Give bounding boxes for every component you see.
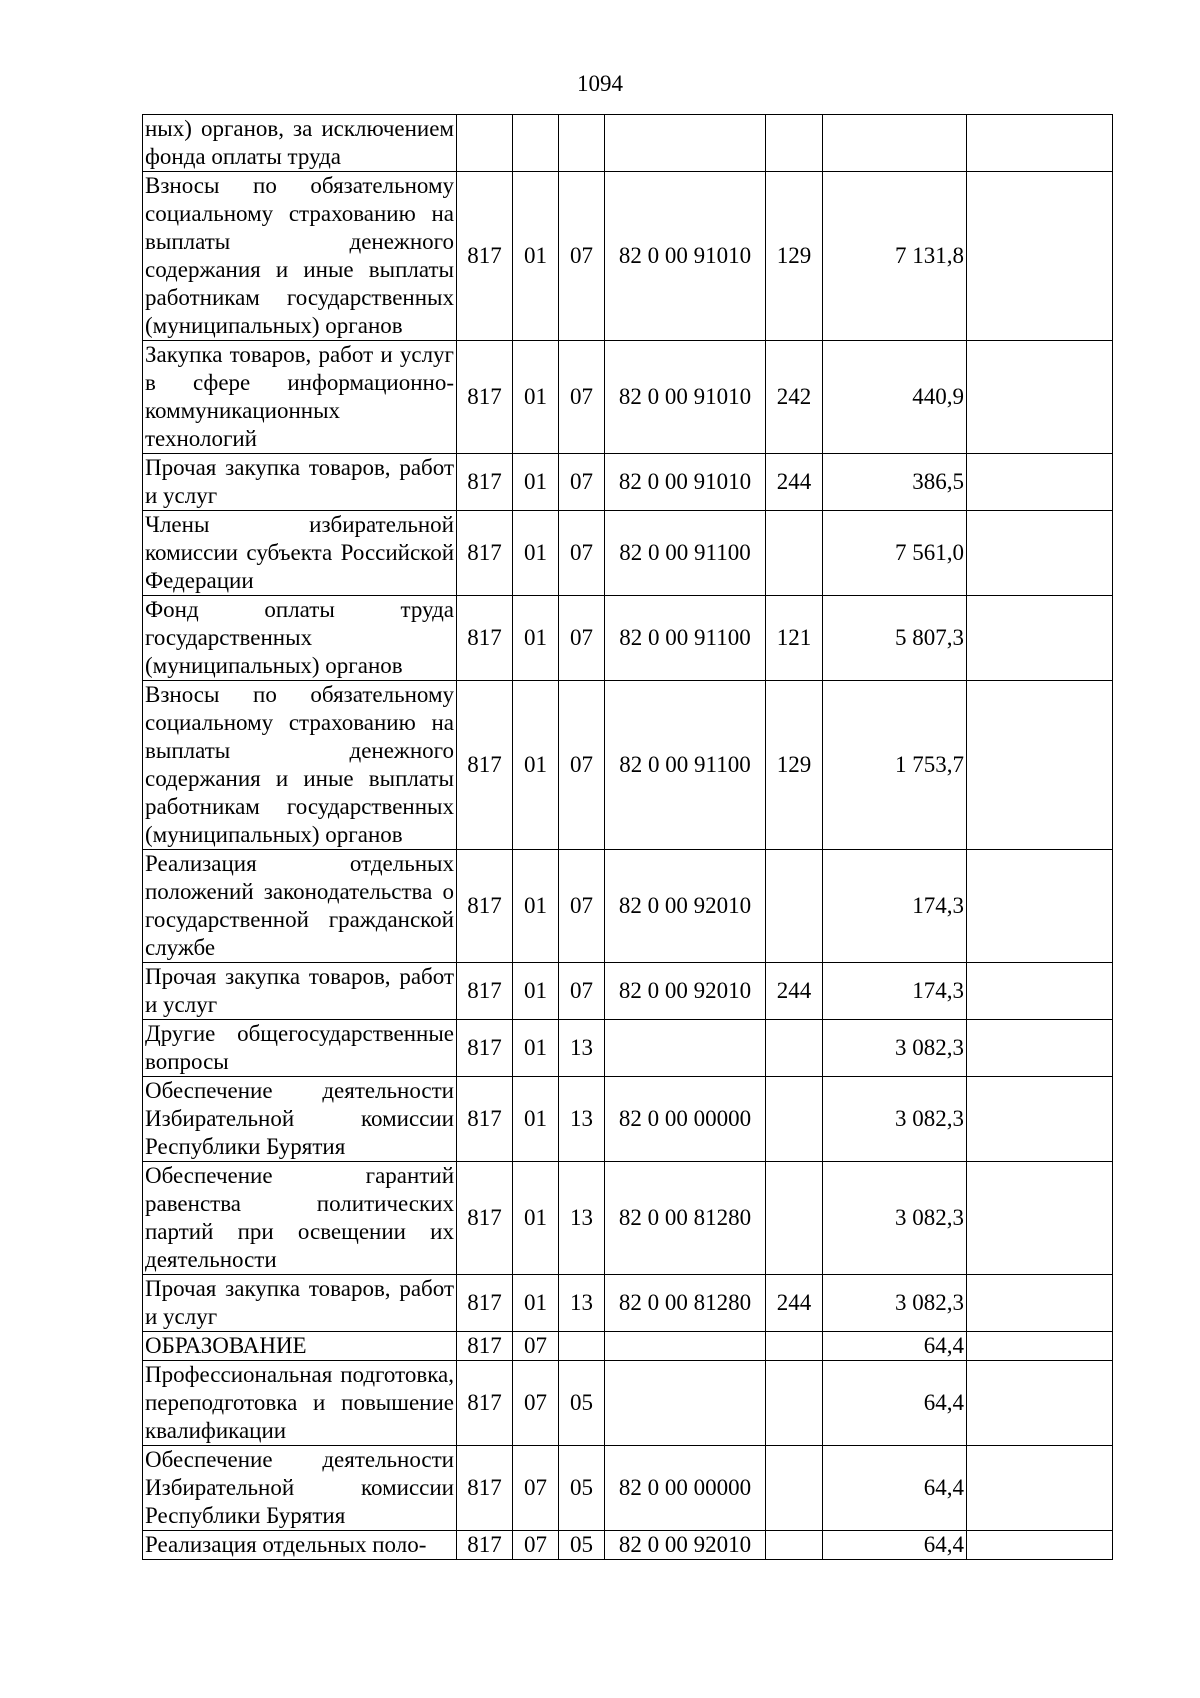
- section-code-cell: 01: [513, 172, 559, 341]
- table-row: [143, 1361, 1113, 1446]
- empty-cell: [967, 172, 1113, 341]
- table-row: [143, 596, 1113, 681]
- ved-code-cell: 817: [457, 1361, 513, 1446]
- table-row: [143, 454, 1113, 511]
- target-article-cell: 82 0 00 91010: [605, 341, 766, 454]
- expense-type-cell: 129: [766, 172, 823, 341]
- empty-cell: [967, 596, 1113, 681]
- empty-cell: [967, 963, 1113, 1020]
- amount-cell: [823, 115, 967, 172]
- section-code-cell: 07: [513, 1361, 559, 1446]
- ved-code-cell: 817: [457, 172, 513, 341]
- ved-code-cell: 817: [457, 1162, 513, 1275]
- expense-type-cell: [766, 1020, 823, 1077]
- table-row: [143, 115, 1113, 172]
- expense-type-cell: 244: [766, 963, 823, 1020]
- ved-code-cell: 817: [457, 1446, 513, 1531]
- target-article-cell: 82 0 00 92010: [605, 1531, 766, 1560]
- row-name-cell: Обеспечение деятельности Избирательной комиссии Республики Бурятия: [143, 1446, 457, 1531]
- row-name-cell: ОБРАЗОВАНИЕ: [143, 1332, 457, 1361]
- section-code-cell: 01: [513, 681, 559, 850]
- ved-code-cell: 817: [457, 1531, 513, 1560]
- table-row: [143, 963, 1113, 1020]
- section-code-cell: 01: [513, 963, 559, 1020]
- target-article-cell: 82 0 00 00000: [605, 1446, 766, 1531]
- ved-code-cell: 817: [457, 1275, 513, 1332]
- target-article-cell: 82 0 00 91100: [605, 681, 766, 850]
- empty-cell: [967, 341, 1113, 454]
- target-article-cell: 82 0 00 91010: [605, 172, 766, 341]
- empty-cell: [967, 1446, 1113, 1531]
- amount-cell: 3 082,3: [823, 1020, 967, 1077]
- row-name-cell: Взносы по обязательному социальному страхованию на выплаты денежного содержания и иные выплаты работникам государственных (муниципальных) органов: [143, 172, 457, 341]
- table-row: [143, 341, 1113, 454]
- expense-type-cell: [766, 1077, 823, 1162]
- empty-cell: [967, 681, 1113, 850]
- expense-type-cell: 244: [766, 454, 823, 511]
- row-name-cell: Реализация отдельных поло-: [143, 1531, 457, 1560]
- amount-cell: 1 753,7: [823, 681, 967, 850]
- row-name-cell: Прочая закупка товаров, работ и услуг: [143, 963, 457, 1020]
- ved-code-cell: 817: [457, 454, 513, 511]
- section-code-cell: 01: [513, 1275, 559, 1332]
- table-row: [143, 1275, 1113, 1332]
- ved-code-cell: [457, 115, 513, 172]
- subsection-code-cell: 07: [559, 596, 605, 681]
- expense-type-cell: [766, 1446, 823, 1531]
- target-article-cell: [605, 1332, 766, 1361]
- section-code-cell: 07: [513, 1531, 559, 1560]
- section-code-cell: 01: [513, 850, 559, 963]
- subsection-code-cell: 07: [559, 341, 605, 454]
- section-code-cell: 07: [513, 1332, 559, 1361]
- section-code-cell: [513, 115, 559, 172]
- amount-cell: 64,4: [823, 1531, 967, 1560]
- expense-type-cell: [766, 115, 823, 172]
- target-article-cell: 82 0 00 92010: [605, 963, 766, 1020]
- table-row: [143, 511, 1113, 596]
- amount-cell: 5 807,3: [823, 596, 967, 681]
- expense-type-cell: [766, 511, 823, 596]
- ved-code-cell: 817: [457, 596, 513, 681]
- empty-cell: [967, 1077, 1113, 1162]
- table-row: [143, 1077, 1113, 1162]
- section-code-cell: 01: [513, 1162, 559, 1275]
- table-row: [143, 1446, 1113, 1531]
- target-article-cell: [605, 1361, 766, 1446]
- expense-type-cell: [766, 1162, 823, 1275]
- section-code-cell: 01: [513, 511, 559, 596]
- ved-code-cell: 817: [457, 963, 513, 1020]
- amount-cell: 174,3: [823, 963, 967, 1020]
- amount-cell: 3 082,3: [823, 1077, 967, 1162]
- row-name-cell: Обеспечение гарантий равенства политических партий при освещении их деятельности: [143, 1162, 457, 1275]
- subsection-code-cell: 07: [559, 172, 605, 341]
- empty-cell: [967, 454, 1113, 511]
- expense-type-cell: [766, 1531, 823, 1560]
- table-row: [143, 681, 1113, 850]
- table-row: [143, 172, 1113, 341]
- row-name-cell: Другие общегосударственные вопросы: [143, 1020, 457, 1077]
- expense-type-cell: [766, 1361, 823, 1446]
- subsection-code-cell: [559, 1332, 605, 1361]
- target-article-cell: 82 0 00 91100: [605, 511, 766, 596]
- subsection-code-cell: 05: [559, 1361, 605, 1446]
- target-article-cell: 82 0 00 81280: [605, 1275, 766, 1332]
- amount-cell: 3 082,3: [823, 1162, 967, 1275]
- expense-type-cell: 242: [766, 341, 823, 454]
- subsection-code-cell: 05: [559, 1531, 605, 1560]
- section-code-cell: 07: [513, 1446, 559, 1531]
- target-article-cell: 82 0 00 92010: [605, 850, 766, 963]
- row-name-cell: Члены избирательной комиссии субъекта Российской Федерации: [143, 511, 457, 596]
- budget-table: [142, 114, 1113, 1560]
- subsection-code-cell: 07: [559, 511, 605, 596]
- expense-type-cell: 244: [766, 1275, 823, 1332]
- target-article-cell: 82 0 00 00000: [605, 1077, 766, 1162]
- row-name-cell: Закупка товаров, работ и услуг в сфере информационно-коммуникационных технологий: [143, 341, 457, 454]
- ved-code-cell: 817: [457, 1332, 513, 1361]
- table-body: [143, 115, 1113, 1560]
- ved-code-cell: 817: [457, 1020, 513, 1077]
- subsection-code-cell: 13: [559, 1275, 605, 1332]
- table-row: [143, 1531, 1113, 1560]
- expense-type-cell: [766, 1332, 823, 1361]
- section-code-cell: 01: [513, 596, 559, 681]
- ved-code-cell: 817: [457, 1077, 513, 1162]
- empty-cell: [967, 850, 1113, 963]
- subsection-code-cell: 07: [559, 850, 605, 963]
- empty-cell: [967, 1361, 1113, 1446]
- ved-code-cell: 817: [457, 511, 513, 596]
- subsection-code-cell: 07: [559, 454, 605, 511]
- row-name-cell: Профессиональная подготовка, переподготовка и повышение квалификации: [143, 1361, 457, 1446]
- amount-cell: 3 082,3: [823, 1275, 967, 1332]
- empty-cell: [967, 1332, 1113, 1361]
- target-article-cell: [605, 1020, 766, 1077]
- empty-cell: [967, 1162, 1113, 1275]
- row-name-cell: ных) органов, за исключением фонда оплаты труда: [143, 115, 457, 172]
- section-code-cell: 01: [513, 454, 559, 511]
- amount-cell: 64,4: [823, 1332, 967, 1361]
- subsection-code-cell: 13: [559, 1077, 605, 1162]
- amount-cell: 64,4: [823, 1361, 967, 1446]
- target-article-cell: 82 0 00 81280: [605, 1162, 766, 1275]
- table-row: [143, 1162, 1113, 1275]
- row-name-cell: Реализация отдельных положений законодательства о государственной гражданской службе: [143, 850, 457, 963]
- subsection-code-cell: 07: [559, 681, 605, 850]
- amount-cell: 174,3: [823, 850, 967, 963]
- amount-cell: 386,5: [823, 454, 967, 511]
- empty-cell: [967, 115, 1113, 172]
- row-name-cell: Прочая закупка товаров, работ и услуг: [143, 1275, 457, 1332]
- ved-code-cell: 817: [457, 850, 513, 963]
- amount-cell: 7 561,0: [823, 511, 967, 596]
- row-name-cell: Фонд оплаты труда государственных (муниципальных) органов: [143, 596, 457, 681]
- section-code-cell: 01: [513, 1020, 559, 1077]
- table-row: [143, 1332, 1113, 1361]
- expense-type-cell: 129: [766, 681, 823, 850]
- empty-cell: [967, 1531, 1113, 1560]
- subsection-code-cell: 05: [559, 1446, 605, 1531]
- amount-cell: 440,9: [823, 341, 967, 454]
- empty-cell: [967, 511, 1113, 596]
- table-row: [143, 1020, 1113, 1077]
- subsection-code-cell: 13: [559, 1162, 605, 1275]
- section-code-cell: 01: [513, 341, 559, 454]
- ved-code-cell: 817: [457, 681, 513, 850]
- expense-type-cell: [766, 850, 823, 963]
- ved-code-cell: 817: [457, 341, 513, 454]
- table-row: [143, 850, 1113, 963]
- target-article-cell: 82 0 00 91010: [605, 454, 766, 511]
- target-article-cell: [605, 115, 766, 172]
- subsection-code-cell: [559, 115, 605, 172]
- row-name-cell: Взносы по обязательному социальному страхованию на выплаты денежного содержания и иные выплаты работникам государственных (муниципальных) органов: [143, 681, 457, 850]
- row-name-cell: Обеспечение деятельности Избирательной комиссии Республики Бурятия: [143, 1077, 457, 1162]
- section-code-cell: 01: [513, 1077, 559, 1162]
- page-number: 1094: [577, 71, 623, 96]
- amount-cell: 64,4: [823, 1446, 967, 1531]
- subsection-code-cell: 07: [559, 963, 605, 1020]
- empty-cell: [967, 1275, 1113, 1332]
- expense-type-cell: 121: [766, 596, 823, 681]
- empty-cell: [967, 1020, 1113, 1077]
- target-article-cell: 82 0 00 91100: [605, 596, 766, 681]
- row-name-cell: Прочая закупка товаров, работ и услуг: [143, 454, 457, 511]
- amount-cell: 7 131,8: [823, 172, 967, 341]
- subsection-code-cell: 13: [559, 1020, 605, 1077]
